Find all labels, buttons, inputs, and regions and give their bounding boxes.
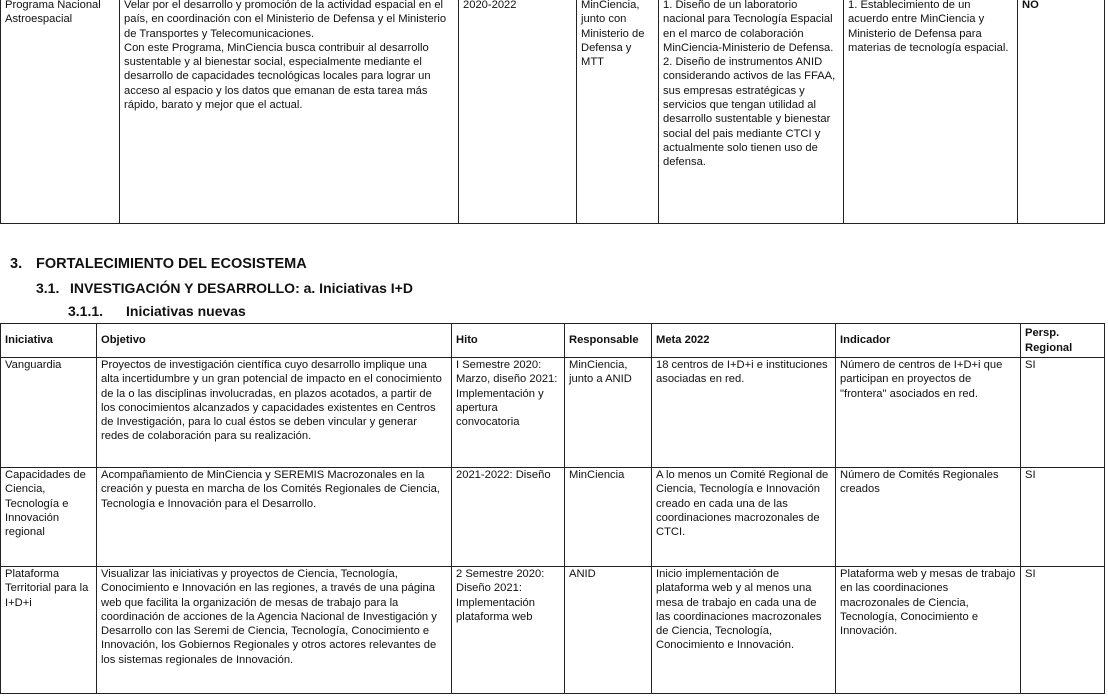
initiative-cell: Programa Nacional Astroespacial (1, 0, 120, 224)
regional-cell: SI (1021, 468, 1105, 567)
regional-cell: SI (1021, 358, 1105, 468)
milestone-cell: 2020-2022 (459, 0, 577, 224)
regional-cell: SI (1021, 567, 1105, 694)
initiative-cell: Vanguardia (1, 358, 97, 468)
subsubsection-heading (68, 303, 246, 319)
milestone-cell: 2 Semestre 2020: Diseño 2021: Implementación plataforma web (452, 567, 565, 694)
initiative-cell: Capacidades de Ciencia, Tecnología e Innovación regional (1, 468, 97, 567)
goal-item: 2. Diseño de instrumentos ANID considerando activos de las FFAA, sus empresas estratégicas y servicios que tengan utilidad al desarrollo sustentable y bienestar social del pais mediante CTCI y actualmente solo tienen uso de defensa. (663, 56, 836, 169)
indicator-cell: Plataforma web y mesas de trabajo en las coordinaciones macrozonales de Ciencia, Tecnología, Conocimiento e Innovación. (836, 567, 1021, 694)
section-heading (10, 256, 307, 272)
goal-cell: 18 centros de I+D+i e instituciones asociadas en red. (652, 358, 836, 468)
section-number: 3. (10, 256, 23, 272)
indicator-cell: Número de centros de I+D+i que participan en proyectos de "frontera" asociados en red. (836, 358, 1021, 468)
goal-item: 1. Diseño de un laboratorio nacional para Tecnología Espacial en el marco de colaboración MinCiencia-Ministerio de Defensa. (663, 0, 834, 54)
regional-cell: NO (1018, 0, 1105, 224)
objective-paragraph: Velar por el desarrollo y promoción de la actividad espacial en el país, en coordinación con el Ministerio de Defensa y el Ministerio de Transportes y Telecomunicaciones. (124, 0, 447, 40)
table-row (1, 358, 1105, 468)
header-initiative: Iniciativa (1, 324, 97, 358)
header-goal: Meta 2022 (652, 324, 836, 358)
header-milestone: Hito (452, 324, 565, 358)
responsible-cell: MinCiencia (565, 468, 652, 567)
objective-cell: Proyectos de investigación científica cuyo desarrollo implique una alta incertidumbre y un gran potencial de impacto en el conocimiento de la o las disciplinas involucradas, en plazos acotados, a partir de los conocimientos alcanzados y capacidades existentes en Centros de Investigación, para lo cual éstos se deben vincular y generar redes de colaboración para su realización. (97, 358, 452, 468)
subsubsection-title: Iniciativas nuevas (126, 303, 246, 319)
table-header-row (1, 324, 1105, 358)
subsection-title: INVESTIGACIÓN Y DESARROLLO: a. Iniciativas I+D (70, 280, 413, 296)
objective-cell (120, 0, 459, 224)
table-row (1, 0, 1105, 224)
header-regional: Persp. Regional (1021, 324, 1105, 358)
goal-cell: Inicio implementación de plataforma web y al menos una mesa de trabajo en cada una de las coordinaciones macrozonales de Ciencia, Tecnología, Conocimiento e Innovación. (652, 567, 836, 694)
objective-cell: Visualizar las iniciativas y proyectos de Ciencia, Tecnología, Conocimiento e Innovación en las regiones, a través de una página web que facilita la organización de mesas de trabajo para la coordinación de acciones de la Agencia Nacional de Investigación y Desarrollo con las Seremi de Ciencia, Tecnología, Conocimiento e Innovación, los Gobiernos Regionales y otros actores relevantes de los sistemas regionales de Innovación. (97, 567, 452, 694)
subsubsection-number: 3.1.1. (68, 303, 104, 319)
header-objective: Objetivo (97, 324, 452, 358)
astroespacial-table (0, 0, 1105, 224)
objective-paragraph: Con este Programa, MinCiencia busca contribuir al desarrollo sustentable y al bienestar social, especialmente mediante el desarrollo de capacidades tecnológicas locales para lograr un acceso al espacio y los datos que emanan de esta tarea más rápido, barato y mejor que el actual. (124, 41, 431, 112)
header-indicator: Indicador (836, 324, 1021, 358)
responsible-cell: ANID (565, 567, 652, 694)
section-title: FORTALECIMIENTO DEL ECOSISTEMA (36, 256, 307, 272)
goal-cell: A lo menos un Comité Regional de Ciencia, Tecnología e Innovación creado en cada una de las coordinaciones macrozonales de CTCI. (652, 468, 836, 567)
responsible-cell: MinCiencia, junto a ANID (565, 358, 652, 468)
initiatives-table (0, 323, 1105, 694)
indicator-cell: Número de Comités Regionales creados (836, 468, 1021, 567)
goal-cell (659, 0, 844, 224)
indicator-cell: 1. Establecimiento de un acuerdo entre MinCiencia y Ministerio de Defensa para materias de tecnología espacial. (844, 0, 1018, 224)
initiative-cell: Plataforma Territorial para la I+D+i (1, 567, 97, 694)
header-responsible: Responsable (565, 324, 652, 358)
responsible-cell: MinCiencia, junto con Ministerio de Defensa y MTT (577, 0, 659, 224)
milestone-cell: I Semestre 2020: Marzo, diseño 2021: Implementación y apertura convocatoria (452, 358, 565, 468)
subsection-heading (36, 280, 413, 296)
subsection-number: 3.1. (36, 280, 60, 296)
milestone-cell: 2021-2022: Diseño (452, 468, 565, 567)
table-row (1, 468, 1105, 567)
table-row (1, 567, 1105, 694)
objective-cell: Acompañamiento de MinCiencia y SEREMIS Macrozonales en la creación y puesta en marcha de los Comités Regionales de Ciencia, Tecnología e Innovación para el Desarrollo. (97, 468, 452, 567)
